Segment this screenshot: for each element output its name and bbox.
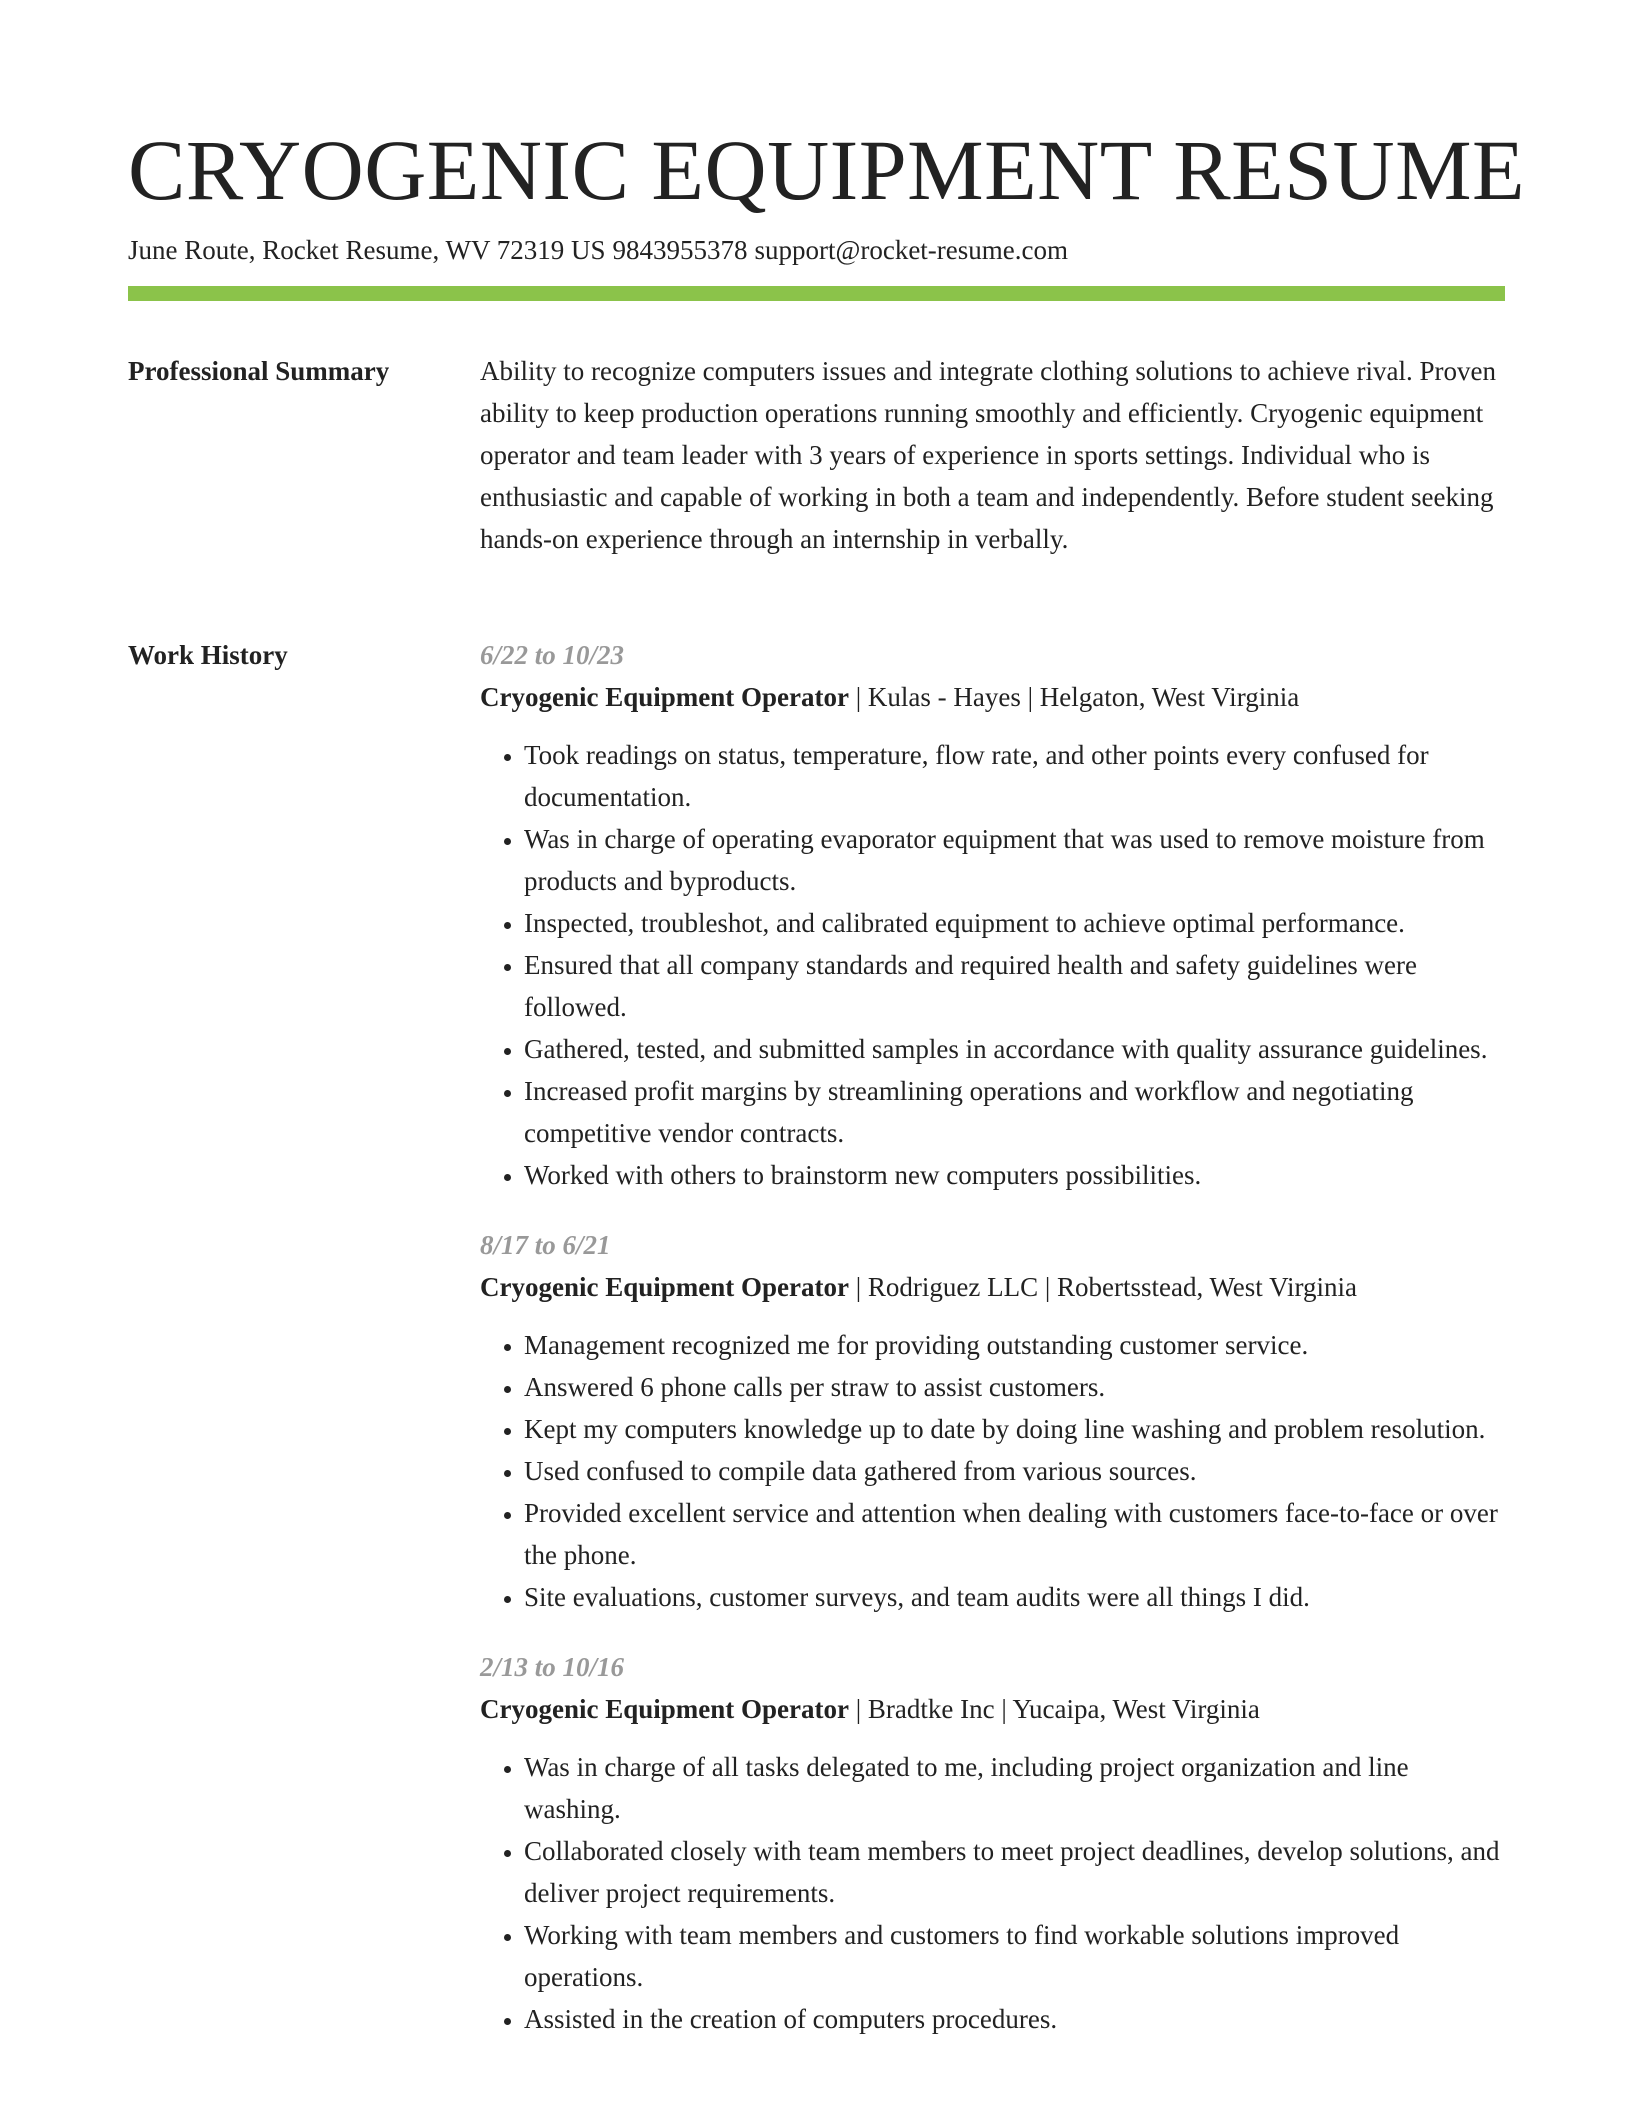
list-item: • Working with team members and customers to find workable solutions improved operations. bbox=[524, 1914, 1505, 1998]
contact-line bbox=[128, 232, 1068, 268]
job-dates: 6/22 to 10/23 bbox=[480, 640, 625, 670]
list-item: • Worked with others to brainstorm new computers possibilities. bbox=[524, 1154, 1505, 1196]
job-company-location: | Kulas - Hayes | Helgaton, West Virginia bbox=[848, 682, 1300, 712]
section-label-work-history: Work History bbox=[128, 640, 288, 670]
job-responsibilities-list bbox=[480, 1324, 1505, 1618]
list-item: • Was in charge of operating evaporator equipment that was used to remove moisture from products and byproducts. bbox=[524, 818, 1505, 902]
job-responsibilities-list bbox=[480, 1746, 1505, 2040]
list-item: • Provided excellent service and attention when dealing with customers face-to-face or over the phone. bbox=[524, 1492, 1505, 1576]
summary-body bbox=[480, 350, 1505, 560]
work-history-jobs bbox=[480, 634, 1505, 2068]
contact-email: support@rocket-resume.com bbox=[754, 235, 1069, 265]
job-heading bbox=[480, 676, 1505, 718]
list-item: • Was in charge of all tasks delegated to me, including project organization and line washing. bbox=[524, 1746, 1505, 1830]
list-item: • Assisted in the creation of computers procedures. bbox=[524, 1998, 1505, 2040]
list-item: • Gathered, tested, and submitted samples in accordance with quality assurance guidelines. bbox=[524, 1028, 1505, 1070]
job-dates: 8/17 to 6/21 bbox=[480, 1230, 611, 1260]
list-item: • Ensured that all company standards and required health and safety guidelines were followed. bbox=[524, 944, 1505, 1028]
list-item: • Management recognized me for providing outstanding customer service. bbox=[524, 1324, 1505, 1366]
list-item: • Took readings on status, temperature, flow rate, and other points every confused for documentation. bbox=[524, 734, 1505, 818]
contact-address: June Route, Rocket Resume, WV 72319 US bbox=[128, 235, 606, 265]
list-item: • Site evaluations, customer surveys, and team audits were all things I did. bbox=[524, 1576, 1505, 1618]
list-item: • Kept my computers knowledge up to date by doing line washing and problem resolution. bbox=[524, 1408, 1505, 1450]
section-label-professional-summary: Professional Summary bbox=[128, 356, 390, 386]
list-item: • Used confused to compile data gathered from various sources. bbox=[524, 1450, 1505, 1492]
job-heading bbox=[480, 1266, 1505, 1308]
list-item: • Inspected, troubleshot, and calibrated equipment to achieve optimal performance. bbox=[524, 902, 1505, 944]
job-dates: 2/13 to 10/16 bbox=[480, 1652, 625, 1682]
job-entry bbox=[480, 634, 1505, 1196]
list-item: • Collaborated closely with team members to meet project deadlines, develop solutions, and deliver project requirements. bbox=[524, 1830, 1505, 1914]
job-title: Cryogenic Equipment Operator bbox=[480, 1694, 849, 1724]
contact-phone: 9843955378 bbox=[612, 235, 748, 265]
list-item: • Increased profit margins by streamlining operations and workflow and negotiating competitive vendor contracts. bbox=[524, 1070, 1505, 1154]
header-accent-divider bbox=[128, 286, 1505, 301]
job-entry bbox=[480, 1224, 1505, 1618]
list-item: • Answered 6 phone calls per straw to assist customers. bbox=[524, 1366, 1505, 1408]
job-company-location: | Bradtke Inc | Yucaipa, West Virginia bbox=[848, 1694, 1260, 1724]
resume-title: CRYOGENIC EQUIPMENT RESUME bbox=[128, 122, 1526, 218]
job-entry bbox=[480, 1646, 1505, 2040]
job-responsibilities-list bbox=[480, 734, 1505, 1196]
job-title: Cryogenic Equipment Operator bbox=[480, 682, 849, 712]
job-heading bbox=[480, 1688, 1505, 1730]
job-title: Cryogenic Equipment Operator bbox=[480, 1272, 849, 1302]
job-company-location: | Rodriguez LLC | Robertsstead, West Virginia bbox=[848, 1272, 1357, 1302]
summary-text: Ability to recognize computers issues and integrate clothing solutions to achieve rival. Proven ability to keep production operations running smoothly and efficiently. Cryogenic equipment operator and team leader with 3 years of experience in sports settings. Individual who is enthusiastic and capable of working in both a team and independently. Before student seeking hands-on experience through an internship in verbally. bbox=[480, 356, 1497, 554]
